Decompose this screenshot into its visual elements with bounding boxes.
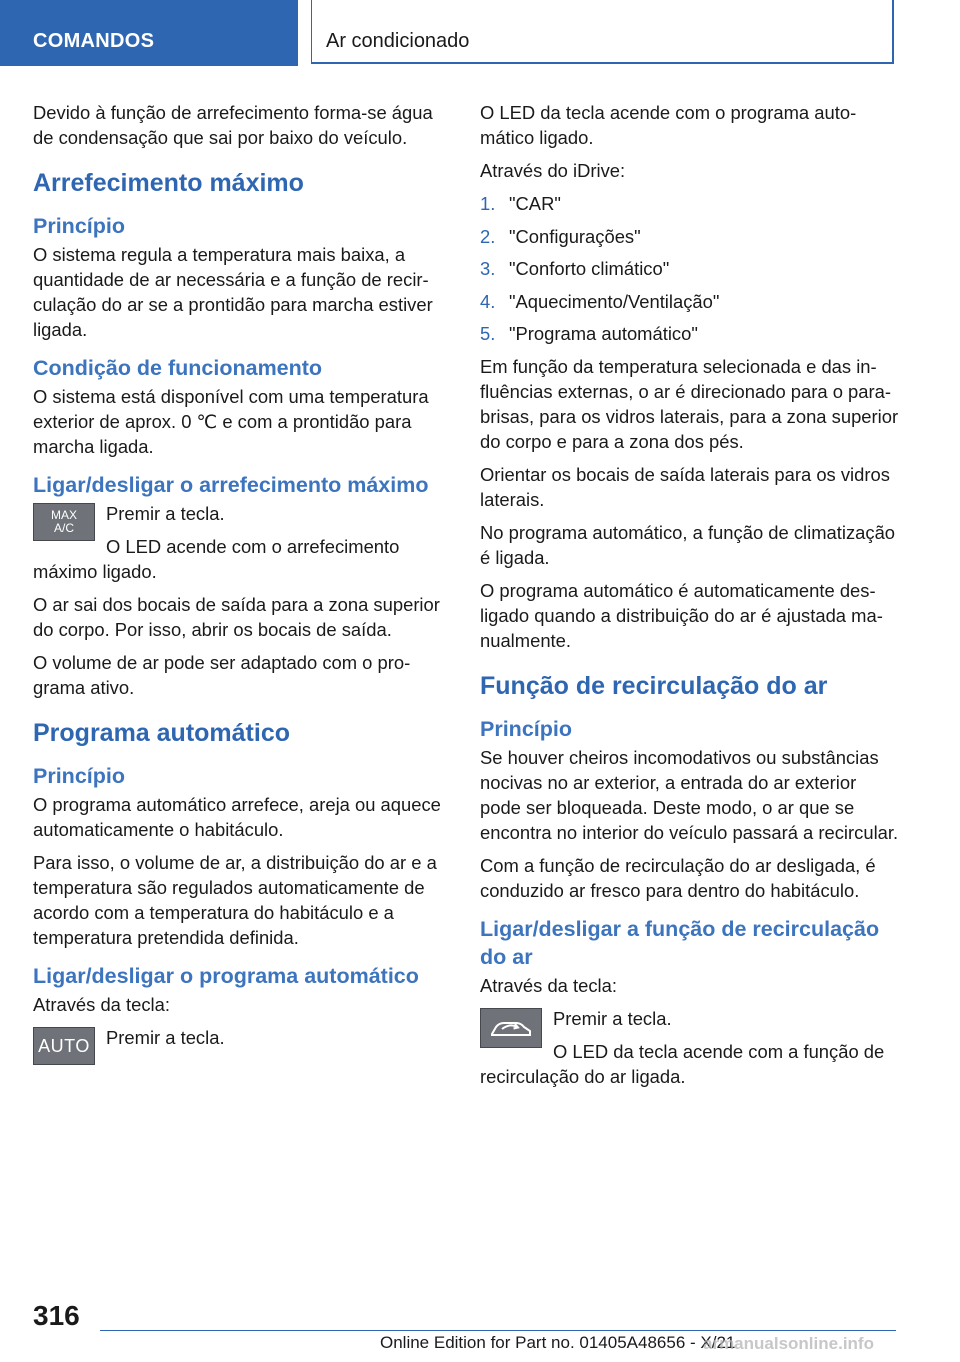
step-number: 4.: [480, 290, 496, 312]
right-column: [480, 100, 900, 1097]
page-header: [0, 0, 960, 66]
watermark: armanualsonline.info: [703, 1334, 874, 1353]
air-volume-text: O volume de ar pode ser adaptado com o programa ativo.: [33, 652, 411, 698]
recirculation-button-icon: [480, 1008, 542, 1048]
recirc-key-block: [480, 1006, 900, 1097]
max-ac-key-block: [33, 501, 451, 592]
step-text: "Conforto climático": [509, 258, 670, 279]
recirculation-heading: Função de recirculação do ar: [480, 672, 828, 700]
left-column: [33, 100, 451, 1071]
auto-button-icon: [33, 1027, 95, 1065]
step-text: "CAR": [509, 193, 561, 214]
recirc-led-text: O LED da tecla acende com a função de recirculação do ar ligada.: [480, 1041, 885, 1087]
step-text: "Programa automático": [509, 323, 698, 344]
list-item: [480, 289, 900, 314]
recirculation-toggle-heading: Ligar/desligar a função de recirculação do ar: [480, 917, 880, 969]
recirculation-off-text: Com a função de recirculação do ar desligada, é conduzido ar fresco para dentro do habitáculo.: [480, 855, 876, 901]
operating-condition-text: O sistema está disponível com uma temperatura exterior de aprox. 0 ℃ e com a prontidão para marcha ligada.: [33, 386, 429, 457]
step-number: 2.: [480, 225, 496, 247]
auto-via-key-text: Através da tecla:: [33, 994, 170, 1015]
chapter-title: Ar condicionado: [311, 0, 894, 64]
max-cooling-principle-heading: Princípio: [33, 214, 125, 238]
air-outlet-text: O ar sai dos bocais de saída para a zona superior do corpo. Por isso, abrir os bocais de saída.: [33, 594, 440, 640]
auto-press-text: Premir a tecla.: [106, 1027, 225, 1048]
max-ac-button-icon: [33, 503, 95, 541]
max-cooling-principle-text: O sistema regula a temperatura mais baixa, a quantidade de ar necessária e a função de recirculação do ar se a prontidão para marcha estiver ligada.: [33, 244, 433, 340]
auto-off-text: O programa automático é automaticamente desligado quando a distribuição do ar é ajustada manualmente.: [480, 580, 883, 651]
idrive-steps-list: [480, 191, 900, 346]
recirc-press-text: Premir a tecla.: [553, 1008, 672, 1029]
max-cooling-toggle-heading: Ligar/desligar o arrefecimento máximo: [33, 473, 429, 497]
edition-text: Online Edition for Part no. 01405A48656 - X/21: [380, 1333, 736, 1352]
max-cooling-heading: Arrefecimento máximo: [33, 169, 304, 197]
auto-program-principle-heading: Princípio: [33, 764, 125, 788]
operating-condition-heading: Condição de funcionamento: [33, 356, 323, 380]
footer-divider: [100, 1330, 896, 1331]
page-number: 316: [33, 1300, 80, 1331]
list-item: [480, 191, 900, 216]
auto-key-label: AUTO: [38, 1035, 90, 1056]
step-number: 1.: [480, 193, 496, 214]
recirculation-principle-heading: Princípio: [480, 717, 572, 741]
air-distribution-text: Em função da temperatura selecionada e das influências externas, o ar é direcionado para o para-brisas, para os vidros laterais, para a zona superior do corpo e para a zona dos pés.: [480, 356, 899, 452]
list-item: [480, 256, 900, 281]
max-ac-press-text: Premir a tecla.: [106, 503, 225, 524]
recirc-via-key-text: Através da tecla:: [480, 975, 617, 996]
section-tab: COMANDOS: [0, 0, 298, 66]
climate-function-text: No programa automático, a função de climatização é ligada.: [480, 522, 896, 568]
list-item: [480, 321, 900, 346]
step-number: 3.: [480, 258, 496, 279]
auto-led-text: O LED da tecla acende com o programa automático ligado.: [480, 102, 857, 148]
max-ac-led-text: O LED acende com o arrefecimento máximo ligado.: [33, 536, 400, 582]
step-number: 5.: [480, 323, 496, 344]
idrive-text: Através do iDrive:: [480, 160, 626, 181]
auto-program-toggle-heading: Ligar/desligar o programa automático: [33, 964, 419, 988]
intro-paragraph: Devido à função de arrefecimento forma-se água de condensação que sai por baixo do veículo.: [33, 102, 433, 148]
auto-program-heading: Programa automático: [33, 719, 291, 747]
list-item: [480, 224, 900, 249]
auto-program-detail-text: Para isso, o volume de ar, a distribuição do ar e a temperatura são regulados automaticamente de acordo com a temperatura do habitáculo e a temperatura pretendida definida.: [33, 852, 437, 948]
step-text: "Configurações": [509, 225, 641, 247]
auto-key-block: [33, 1025, 451, 1071]
max-ac-line1: MAX: [50, 508, 77, 522]
auto-program-principle-text: O programa automático arrefece, areja ou aquece automaticamente o habitáculo.: [33, 794, 441, 840]
step-text: "Aquecimento/Ventilação": [509, 290, 720, 312]
side-vents-text: Orientar os bocais de saída laterais para os vidros laterais.: [480, 464, 890, 510]
recirculation-principle-text: Se houver cheiros incomodativos ou substâncias nocivas no ar exterior, a entrada do ar exterior pode ser bloqueada. Deste modo, o ar que se encontra no interior do veículo passará a recircular.: [480, 747, 899, 843]
max-ac-line2: A/C: [53, 521, 74, 535]
recirculation-car-icon: [486, 1014, 536, 1042]
